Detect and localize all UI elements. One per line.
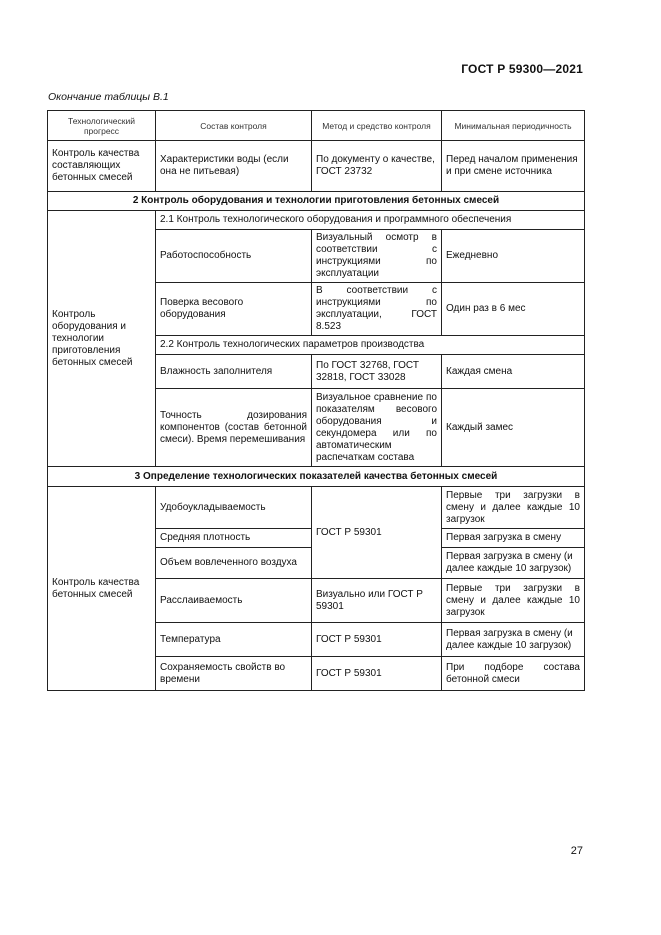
control-cell: Удобоукладываемость	[156, 487, 312, 529]
table-header-row	[48, 111, 585, 141]
control-cell: Поверка весового оборудования	[156, 283, 312, 336]
period-cell: Один раз в 6 мес	[442, 283, 585, 336]
section-3-title: 3 Определение технологических показателей качества бетонных смесей	[48, 467, 585, 487]
table-row	[48, 141, 585, 192]
control-cell: Точность дозирования компонентов (состав бетонной смеси). Время перемешивания	[156, 389, 312, 467]
period-cell: Ежедневно	[442, 230, 585, 283]
section-row	[48, 467, 585, 487]
col-header-period: Минимальная периодичность	[442, 111, 585, 141]
period-cell: При подборе состава бетонной смеси	[442, 657, 585, 691]
method-cell: ГОСТ Р 59301	[312, 623, 442, 657]
control-cell: Расслаиваемость	[156, 579, 312, 623]
control-cell: Влажность заполнителя	[156, 355, 312, 389]
col-header-control: Состав контроля	[156, 111, 312, 141]
control-cell: Температура	[156, 623, 312, 657]
control-cell: Объем вовлеченного воздуха	[156, 548, 312, 579]
method-cell: По документу о качестве, ГОСТ 23732	[312, 141, 442, 192]
period-cell: Перед началом применения и при смене источника	[442, 141, 585, 192]
period-cell: Первая загрузка в смену	[442, 529, 585, 548]
method-cell: Визуально или ГОСТ Р 59301	[312, 579, 442, 623]
method-cell: Визуальный осмотр в соответствии с инструкциями по эксплуатации	[312, 230, 442, 283]
subsection-2-1: 2.1 Контроль технологического оборудования и программного обеспечения	[156, 211, 585, 230]
process-cell: Контроль оборудования и технологии приготовления бетонных смесей	[48, 211, 156, 467]
subsection-2-2: 2.2 Контроль технологических параметров производства	[156, 336, 585, 355]
process-cell: Контроль качества бетонных смесей	[48, 487, 156, 691]
control-cell: Работоспособность	[156, 230, 312, 283]
control-cell: Сохраняемость свойств во времени	[156, 657, 312, 691]
method-cell: ГОСТ Р 59301	[312, 487, 442, 579]
process-cell: Контроль качества составляющих бетонных смесей	[48, 141, 156, 192]
period-cell: Каждый замес	[442, 389, 585, 467]
period-cell: Первые три загрузки в смену и далее каждые 10 загрузок	[442, 579, 585, 623]
section-row	[48, 192, 585, 211]
period-cell: Первая загрузка в смену (и далее каждые 10 загрузок)	[442, 548, 585, 579]
section-2-title: 2 Контроль оборудования и технологии приготовления бетонных смесей	[48, 192, 585, 211]
document-id: ГОСТ Р 59300—2021	[461, 62, 583, 76]
control-cell: Характеристики воды (если она не питьевая)	[156, 141, 312, 192]
page-number: 27	[570, 845, 583, 857]
col-header-process: Технологический прогресс	[48, 111, 156, 141]
table-row	[48, 211, 585, 230]
method-cell: Визуальное сравнение по показателям весового оборудования и секундомера или по автоматическим распечаткам состава	[312, 389, 442, 467]
method-cell: ГОСТ Р 59301	[312, 657, 442, 691]
method-cell: По ГОСТ 32768, ГОСТ 32818, ГОСТ 33028	[312, 355, 442, 389]
period-cell: Первые три загрузки в смену и далее каждые 10 загрузок	[442, 487, 585, 529]
control-table	[47, 110, 585, 691]
period-cell: Каждая смена	[442, 355, 585, 389]
table-row	[48, 487, 585, 529]
col-header-method: Метод и средство контроля	[312, 111, 442, 141]
table-caption: Окончание таблицы В.1	[48, 91, 169, 103]
method-cell: В соответствии с инструкциями по эксплуатации, ГОСТ 8.523	[312, 283, 442, 336]
control-cell: Средняя плотность	[156, 529, 312, 548]
period-cell: Первая загрузка в смену (и далее каждые 10 загрузок)	[442, 623, 585, 657]
